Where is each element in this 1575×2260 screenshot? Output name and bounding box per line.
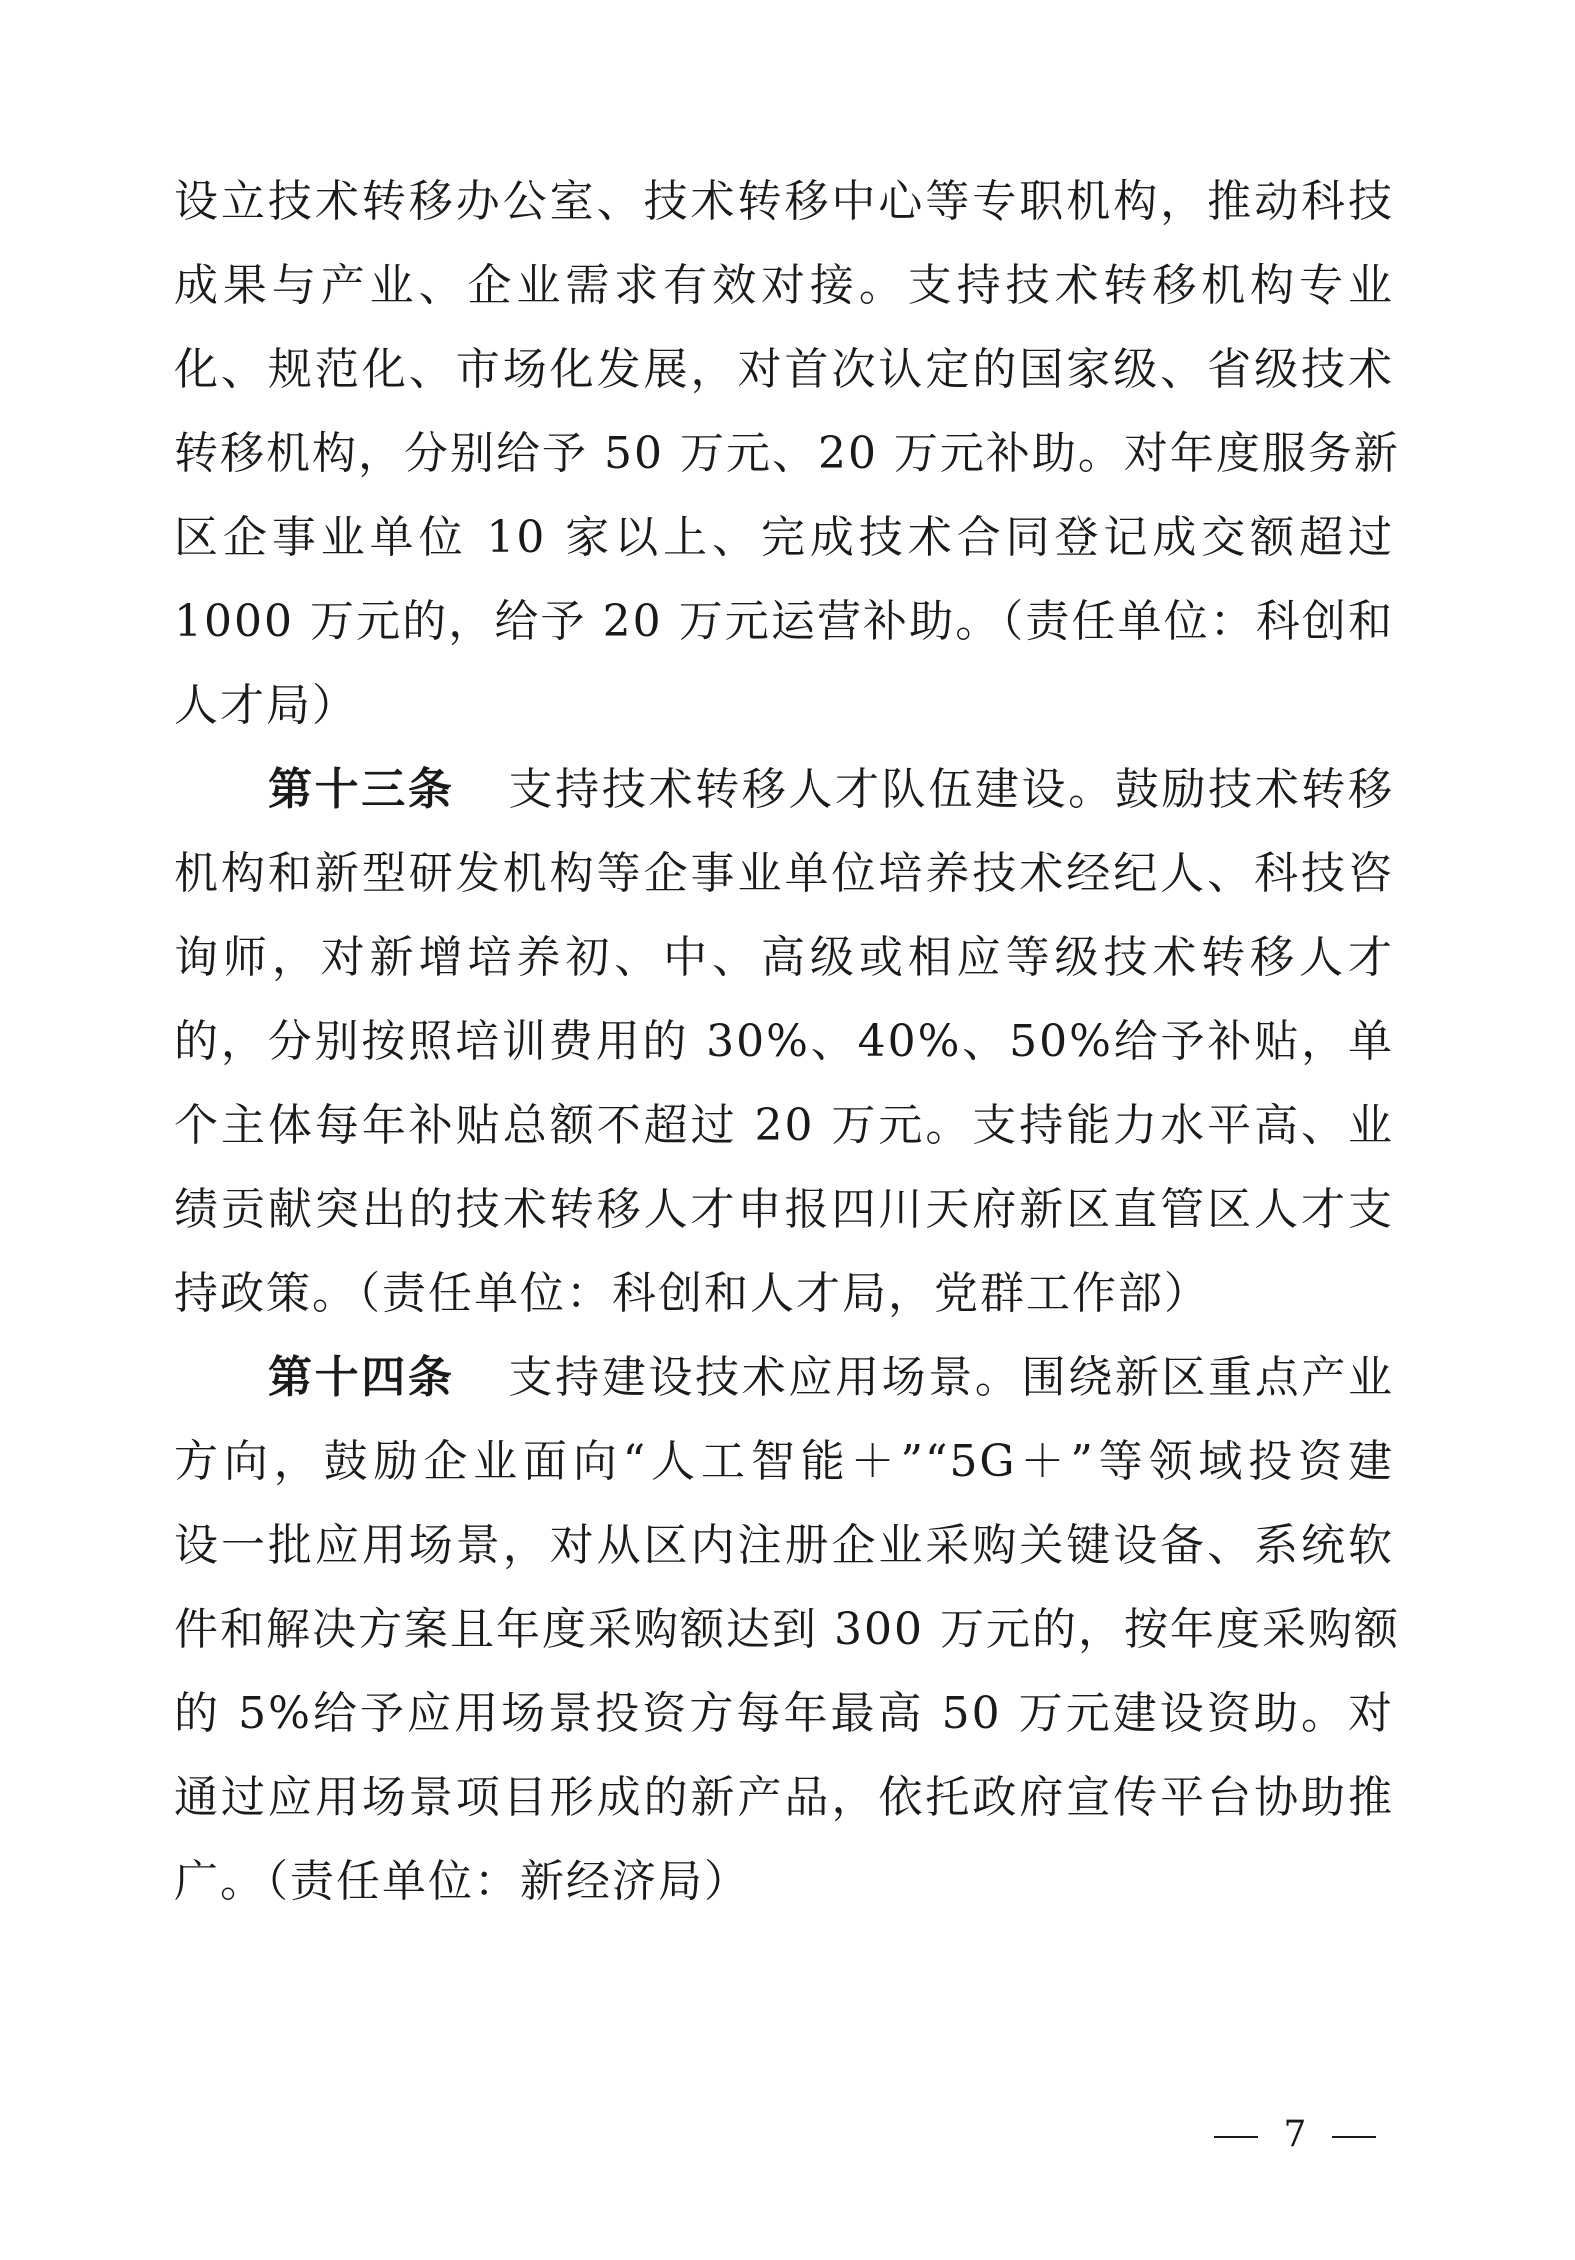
body-text-line: 人才局）	[174, 680, 358, 731]
article-first-line	[268, 1348, 1394, 1408]
article-text: 支持建设技术应用场景。围绕新区重点产业	[508, 1352, 1394, 1403]
article-heading: 第十四条	[268, 1352, 455, 1403]
body-text-line: 广。（责任单位：新经济局）	[174, 1856, 750, 1907]
body-text-line: 的，分别按照培训费用的 30%、40%、50%给予补贴，单	[174, 1016, 1394, 1067]
body-text-line: 成果与产业、企业需求有效对接。支持技术转移机构专业	[174, 260, 1394, 311]
body-text-line: 区企事业单位 10 家以上、完成技术合同登记成交额超过	[174, 512, 1394, 563]
body-text-line: 个主体每年补贴总额不超过 20 万元。支持能力水平高、业	[174, 1100, 1394, 1151]
body-text-line: 方向，鼓励企业面向“人工智能＋”“5G＋”等领域投资建	[174, 1436, 1394, 1487]
body-text-line: 转移机构，分别给予 50 万元、20 万元补助。对年度服务新	[174, 428, 1400, 479]
page-number-dash-left	[1214, 2136, 1258, 2138]
body-text-line: 化、规范化、市场化发展，对首次认定的国家级、省级技术	[174, 344, 1394, 395]
body-text-line: 设一批应用场景，对从区内注册企业采购关键设备、系统软	[174, 1520, 1394, 1571]
body-text-line: 设立技术转移办公室、技术转移中心等专职机构，推动科技	[174, 176, 1394, 227]
body-text-line: 机构和新型研发机构等企事业单位培养技术经纪人、科技咨	[174, 848, 1394, 899]
body-text-line: 绩贡献突出的技术转移人才申报四川天府新区直管区人才支	[174, 1184, 1394, 1235]
body-text-line: 询师，对新增培养初、中、高级或相应等级技术转移人才	[174, 932, 1394, 983]
article-first-line	[268, 760, 1394, 820]
page-number	[1195, 2110, 1395, 2160]
body-text-line: 持政策。（责任单位：科创和人才局，党群工作部）	[174, 1268, 1210, 1319]
body-text-line: 件和解决方案且年度采购额达到 300 万元的，按年度采购额	[174, 1604, 1400, 1655]
body-text-line: 1000 万元的，给予 20 万元运营补助。（责任单位：科创和	[174, 596, 1394, 647]
page-number-value: 7	[1283, 2114, 1307, 2155]
page-number-dash-right	[1332, 2136, 1376, 2138]
article-heading: 第十三条	[268, 764, 455, 815]
body-text-line: 通过应用场景项目形成的新产品，依托政府宣传平台协助推	[174, 1772, 1394, 1823]
body-text-line: 的 5%给予应用场景投资方每年最高 50 万元建设资助。对	[174, 1688, 1394, 1739]
article-text: 支持技术转移人才队伍建设。鼓励技术转移	[508, 764, 1394, 815]
